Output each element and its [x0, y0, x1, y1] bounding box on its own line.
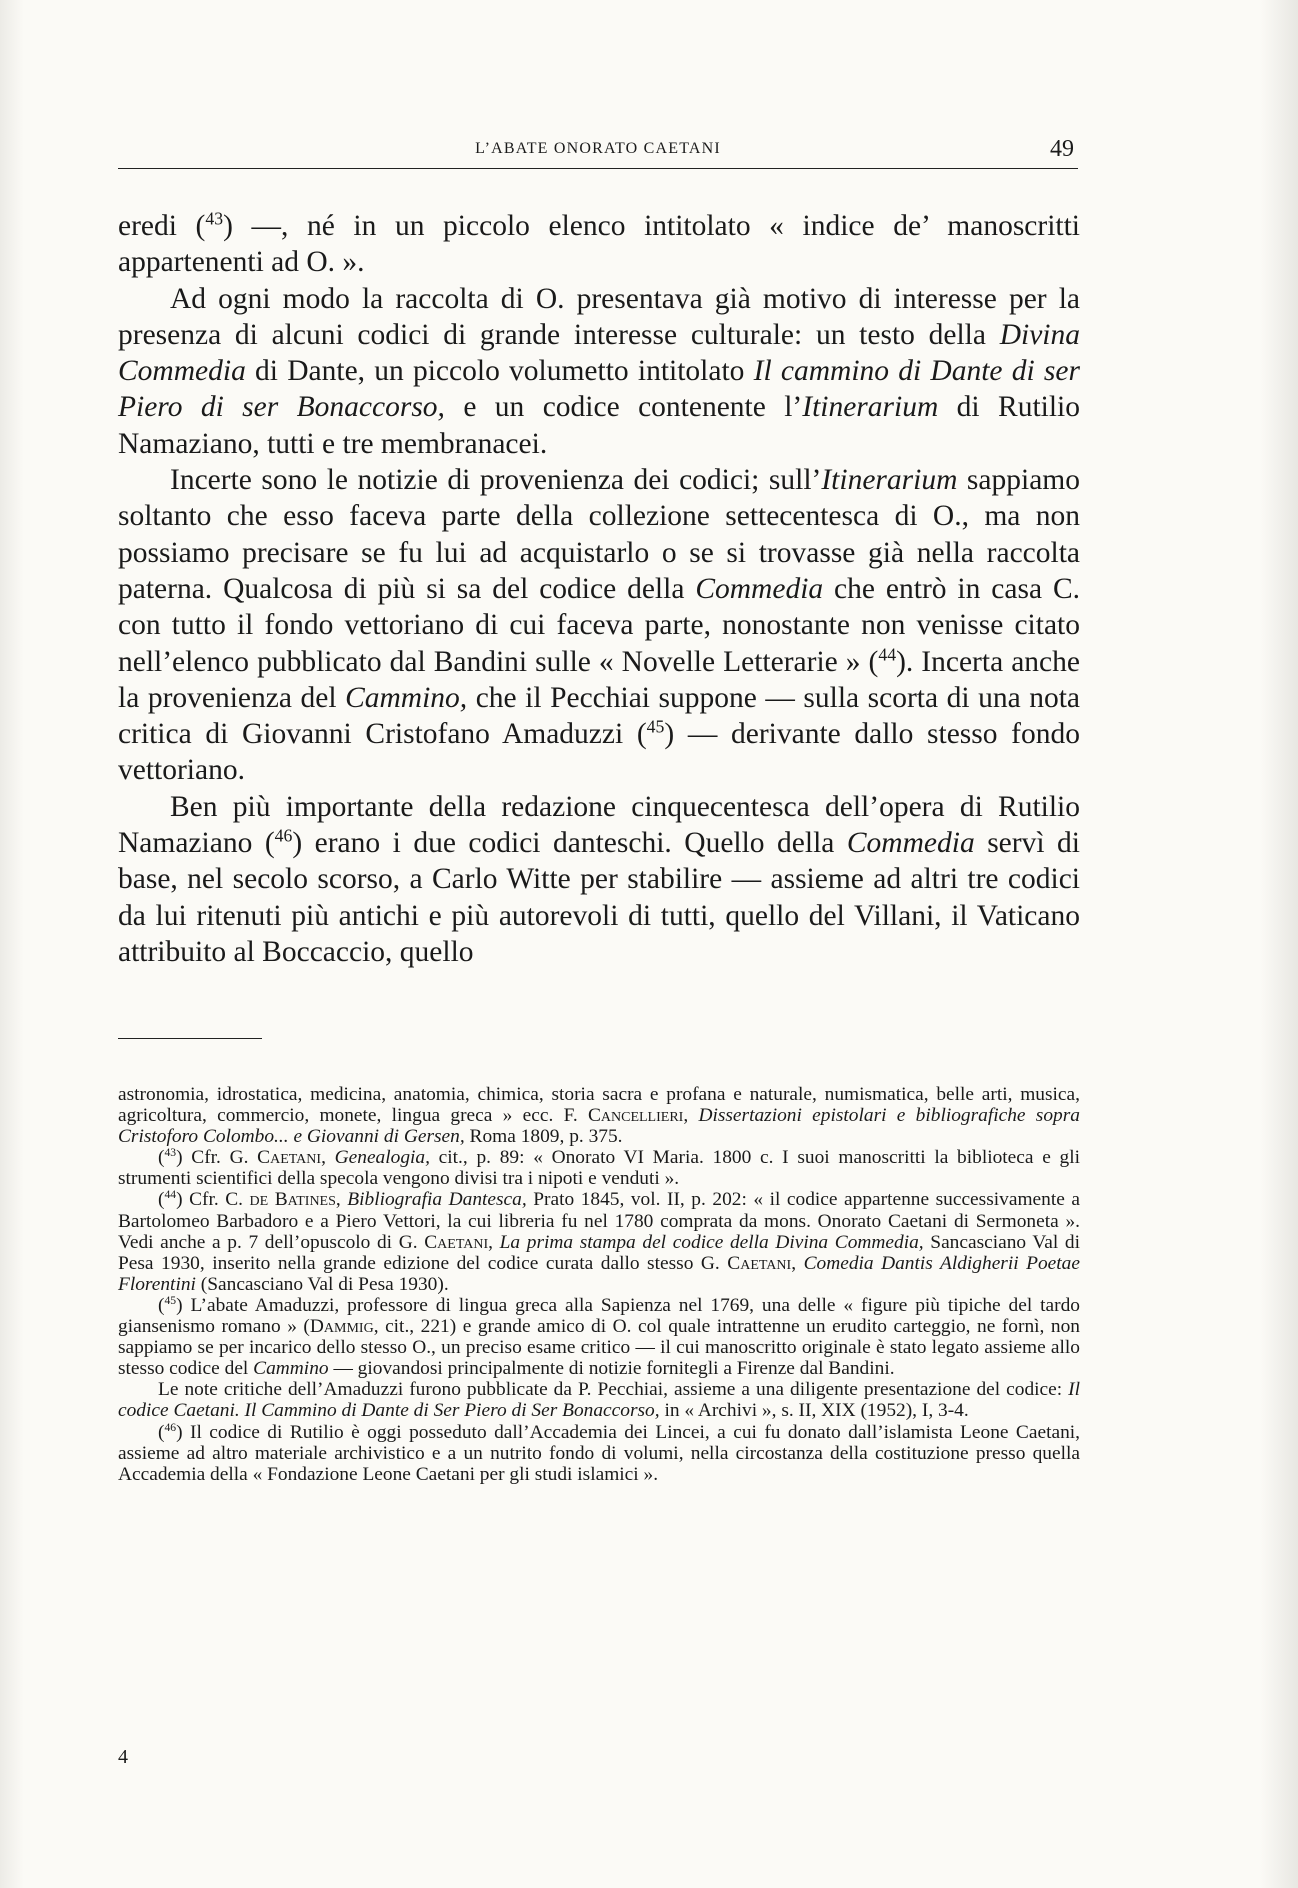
footnote-ref-43: 43	[205, 208, 224, 229]
footnote-44: ($^{44}$) Cfr. C. de Batines, Bibliografia Dantesca, Prato 1845, vol. II, p. 202: « il codice appartenne successivamente a Bartolomeo Barbadoro e a Piero Vettori, la cui libreria fu nel 1780 comprata da mons. Onorato Caetani di Sermoneta ». Vedi anche a p. 7 dell’opuscolo di G. Caetani, La prima stampa del codice della Divina Commedia, Sancasciano Val di Pesa 1930, inserito nella grande edizione del codice curata dallo stesso G. Caetani, Comedia Dantis Aldigherii Poetae Florentini (Sancasciano Val di Pesa 1930).	[118, 1188, 1080, 1295]
page-number: 49	[1050, 136, 1074, 162]
paragraph-1: eredi ($^{43}$) —, né in un piccolo elenco intitolato « indice de’ manoscritti appartenenti ad O. ».	[118, 208, 1081, 279]
paragraph-3: Incerte sono le notizie di provenienza dei codici; sull’Itinerarium sappiamo soltanto che esso faceva parte della collezione settecentesca di O., ma non possiamo precisare se fu lui ad acquistarlo o se si trovasse già nella raccolta paterna. Qualcosa di più si sa del codice della Commedia che entrò in casa C. con tutto il fondo vettoriano di cui faceva parte, nonostante non venisse citato nell’elenco pubblicato dal Bandini sulle « Novelle Letterarie » ($^{44}$). Incerta anche la provenienza del Cammino, che il Pecchiai suppone — sulla scorta di una nota critica di Giovanni Cristofano Amaduzzi ($^{45}$) — derivante dallo stesso fondo vettoriano.	[118, 464, 1080, 787]
footnote-45: ($^{45}$) L’abate Amaduzzi, professore di lingua greca alla Sapienza nel 1769, una delle « figure più tipiche del tardo giansenismo romano » (Dammig, cit., 221) e grande amico di O. col quale intrattenne un erudito carteggio, ne fornì, non sappiamo se per incarico dello stesso O., un preciso esame critico — il cui manoscritto originale è stato legato assieme allo stesso codice del Cammino — giovandosi principalmente di notizie fornitegli a Firenze dal Bandini.	[118, 1293, 1080, 1380]
footnotes	[118, 1084, 1080, 1485]
paragraph-2: Ad ogni modo la raccolta di O. presentava già motivo di interesse per la presenza di alcuni codici di grande interesse culturale: un testo della Divina Commedia di Dante, un piccolo volumetto intitolato Il cammino di Dante di ser Piero di ser Bonaccorso, e un codice contenente l’Itinerarium di Rutilio Namaziano, tutti e tre membranacei.	[118, 282, 1080, 460]
footnote-ref-44: 44	[878, 643, 897, 664]
footnote-divider	[118, 1038, 262, 1039]
running-header	[118, 136, 1078, 169]
footnote-46: ($^{46}$) Il codice di Rutilio è oggi posseduto dall’Accademia dei Lincei, a cui fu donato dall’islamista Leone Caetani, assieme ad altro materiale archivistico e a un nutrito fondo di volumi, nella circostanza della costituzione presso quella Accademia della « Fondazione Leone Caetani per gli studi islamici ».	[118, 1420, 1080, 1485]
footnote-continuation: astronomia, idrostatica, medicina, anatomia, chimica, storia sacra e profana e naturale, numismatica, belle arti, musica, agricoltura, commercio, monete, lingua greca » ecc. F. Cancellieri, Dissertazioni epistolari e bibliografiche sopra Cristoforo Colombo... e Giovanni di Gersen, Roma 1809, p. 375.	[118, 1084, 1080, 1148]
main-text	[118, 208, 1080, 970]
footnote-ref-45: 45	[646, 716, 665, 737]
footnote-45-continued: Le note critiche dell’Amaduzzi furono pubblicate da P. Pecchiai, assieme a una diligente presentazione del codice: Il codice Caetani. Il Cammino di Dante di Ser Piero di Ser Bonaccorso, in « Archivi », s. II, XIX (1952), I, 3-4.	[118, 1379, 1080, 1422]
signature-mark: 4	[118, 1746, 128, 1768]
footnote-ref-46: 46	[274, 825, 293, 846]
footnote-43: ($^{43}$) Cfr. G. Caetani, Genealogia, cit., p. 89: « Onorato VI Maria. 1800 c. I suoi manoscritti la biblioteca e gli strumenti scientifici della specola vengono divisi tra i nipoti e venduti ».	[118, 1146, 1080, 1190]
running-title: L’ABATE ONORATO CAETANI	[475, 140, 721, 157]
paragraph-4: Ben più importante della redazione cinquecentesca dell’opera di Rutilio Namaziano ($^{46}$) erano i due codici danteschi. Quello della Commedia servì di base, nel secolo scorso, a Carlo Witte per stabilire — assieme ad altri tre codici da lui ritenuti più antichi e più autorevoli di tutti, quello del Villani, il Vaticano attribuito al Boccaccio, quello	[118, 790, 1080, 968]
